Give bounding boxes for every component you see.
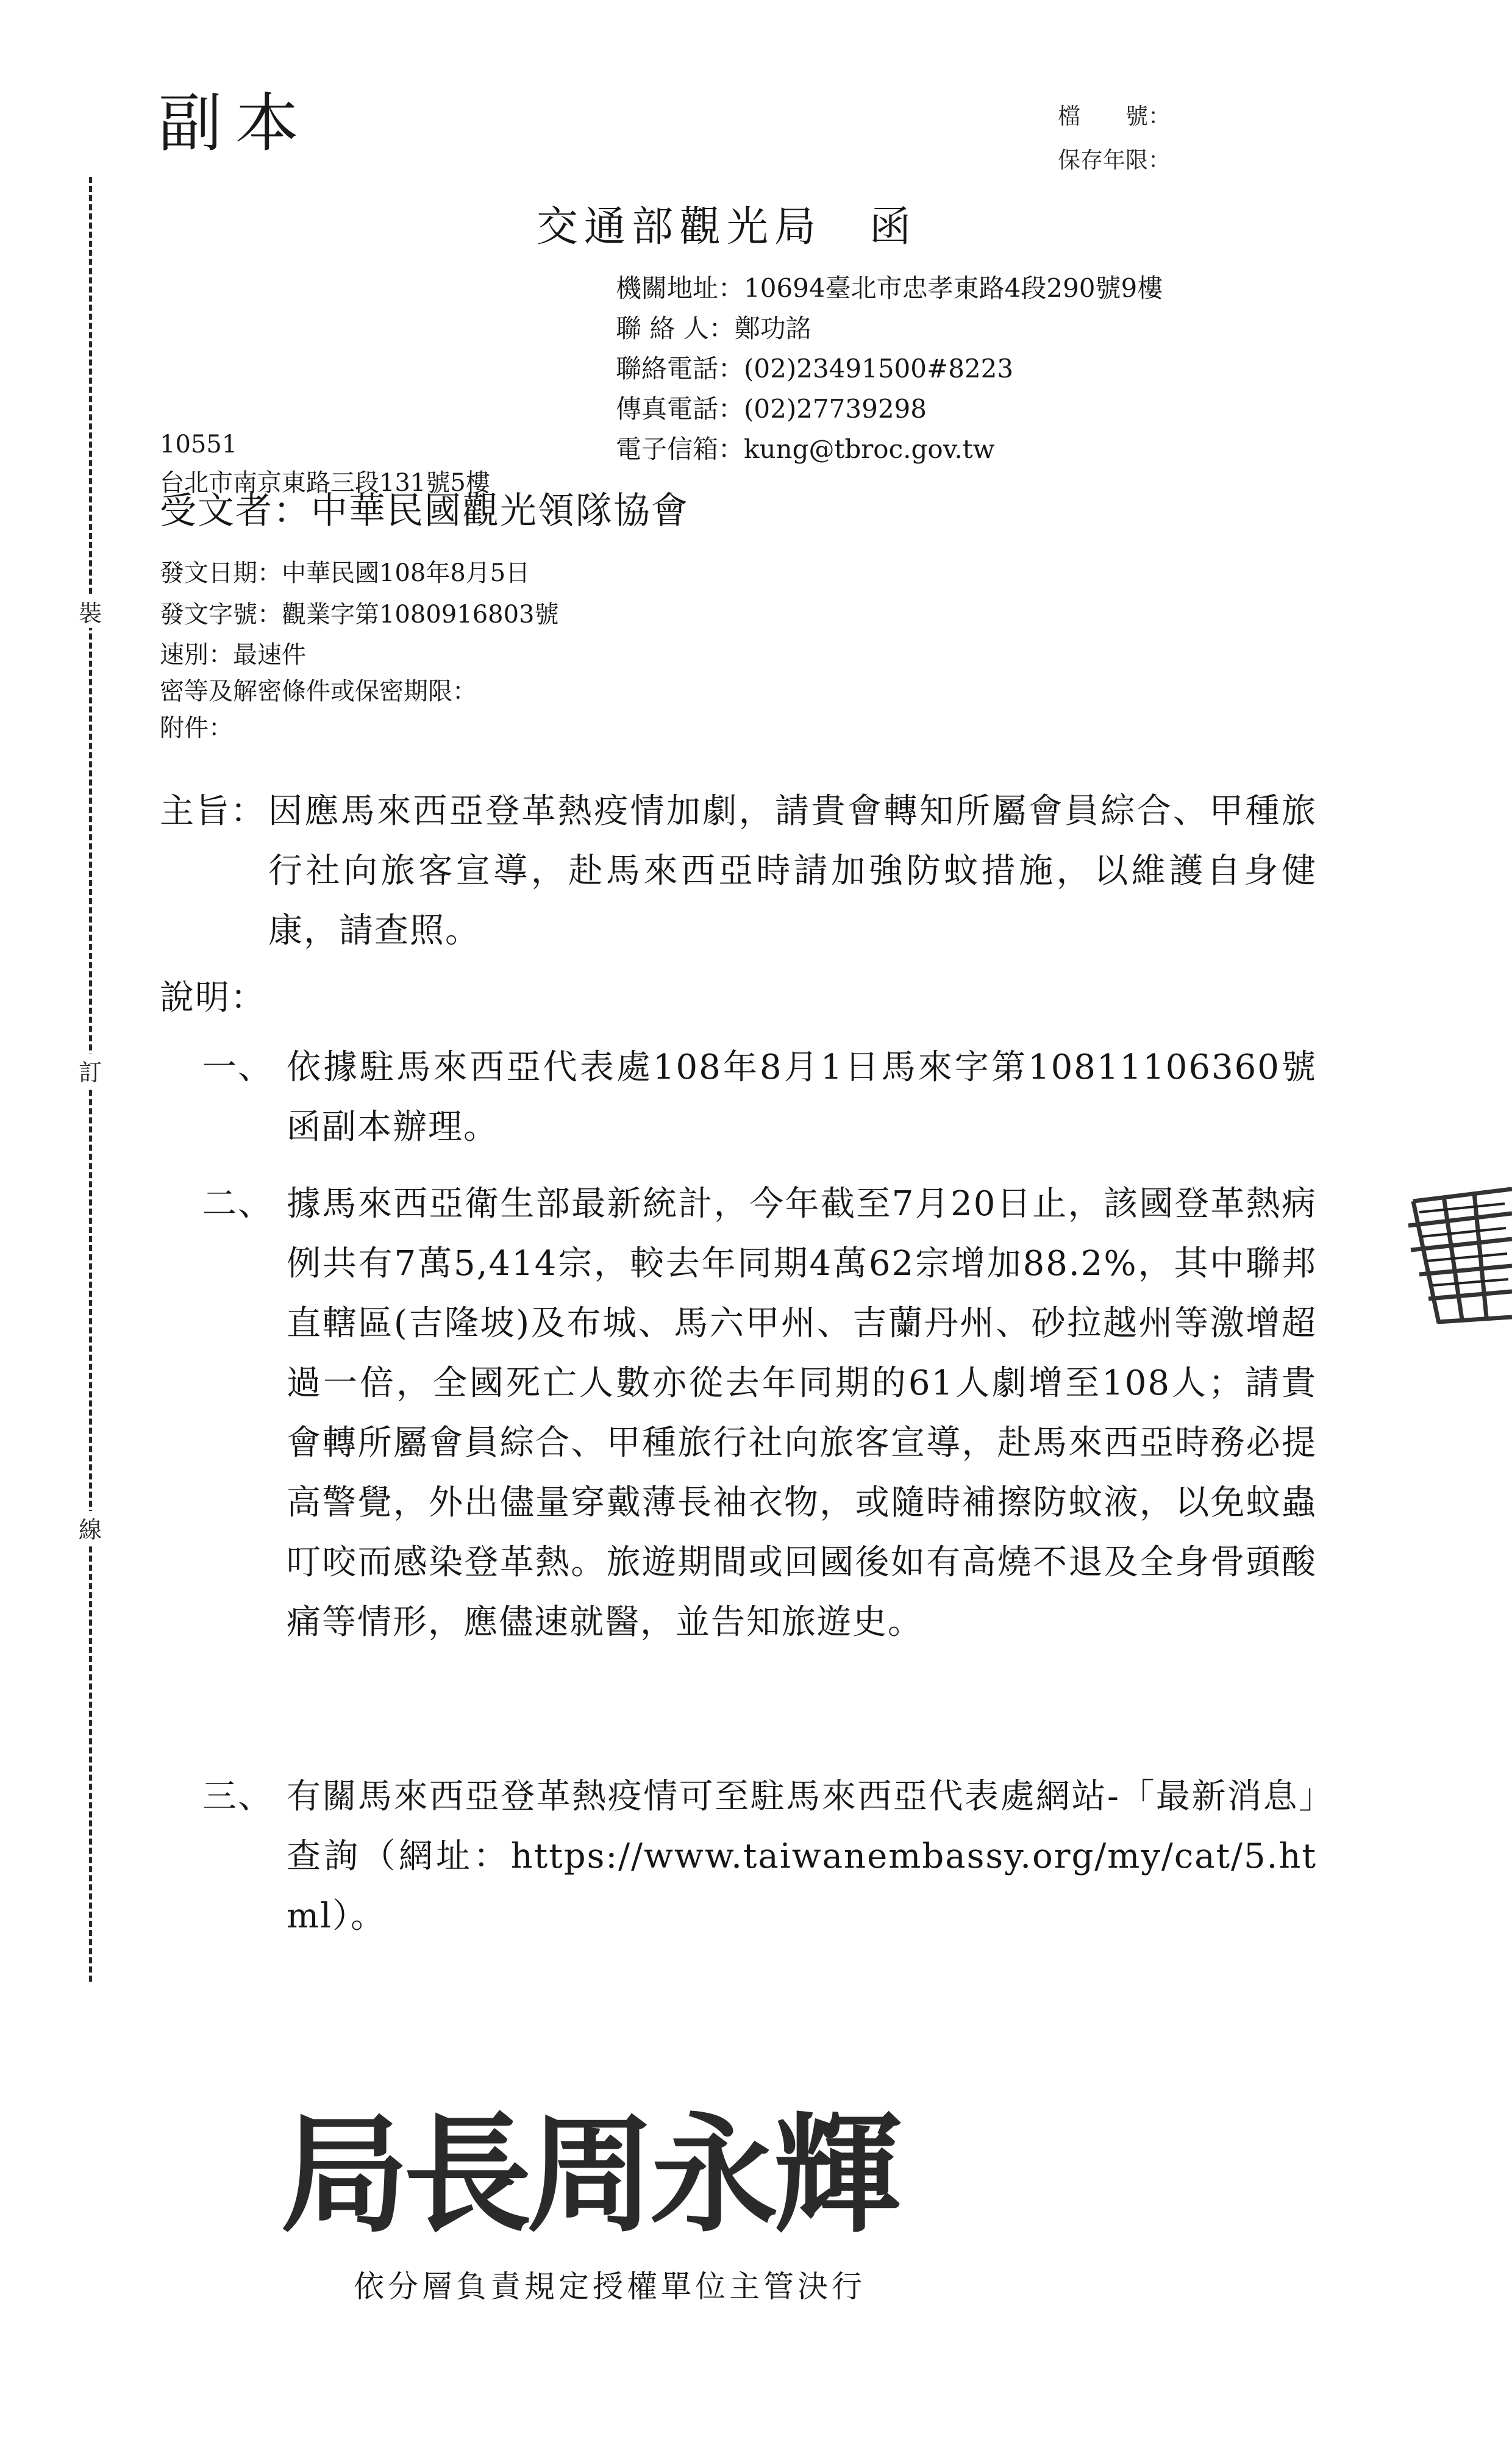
binding-mark-xian: 線 bbox=[74, 1511, 106, 1544]
subject-label: 主旨： bbox=[160, 791, 266, 831]
copy-mark: 副本 bbox=[159, 86, 313, 160]
subject-text: 因應馬來西亞登革熱疫情加劇，請貴會轉知所屬會員綜合、甲種旅行社向旅客宣導，赴馬來西亞時請加強防蚊措施，以維護自身健康，請查照。 bbox=[268, 791, 1317, 951]
item-text-1: 依據駐馬來西亞代表處108年8月1日馬來字第10811106360號函副本辦理。 bbox=[287, 1048, 1317, 1147]
contact-address-label: 機關地址： bbox=[616, 273, 744, 303]
file-number-label: 檔 號： bbox=[1058, 103, 1171, 129]
recipient-postcode: 10551 bbox=[160, 430, 238, 459]
item-number-1: 一、 bbox=[202, 1048, 273, 1087]
contact-email-value: kung@tbroc.gov.tw bbox=[744, 434, 995, 464]
contact-fax-value: (02)27739298 bbox=[744, 394, 927, 424]
contact-phone-value: (02)23491500#8223 bbox=[744, 354, 1014, 384]
binding-mark-zhuang: 裝 bbox=[74, 595, 106, 628]
contact-phone-label: 聯絡電話： bbox=[616, 354, 744, 384]
explanation-label: 說明： bbox=[160, 978, 266, 1018]
contact-fax-label: 傳真電話： bbox=[616, 394, 744, 424]
contact-email bbox=[616, 429, 995, 466]
contact-address bbox=[616, 268, 1163, 305]
item-number-2: 二、 bbox=[202, 1184, 273, 1224]
binding-mark-ding: 訂 bbox=[74, 1054, 106, 1087]
attachment: 附件： bbox=[160, 714, 233, 742]
document-number: 發文字號：觀業字第1080916803號 bbox=[160, 601, 559, 629]
item-text-2: 據馬來西亞衛生部最新統計，今年截至7月20日止，該國登革熱病例共有7萬5,414宗，較去年同期4萬62宗增加88.2%，其中聯邦直轄區(吉隆坡)及布城、馬六甲州、吉蘭丹州、砂拉越州等激增超過一倍，全國死亡人數亦從去年同期的61人劇增至108人；請貴會轉所屬會員綜合、甲種旅行社向旅客宣導，赴馬來西亞時務必提高警覺，外出儘量穿戴薄長袖衣物，或隨時補擦防蚊液，以免蚊蟲叮咬而感染登革熱。旅遊期間或回國後如有高燒不退及全身骨頭酸痛等情形，應儘速就醫，並告知旅遊史。 bbox=[287, 1184, 1317, 1642]
contact-email-label: 電子信箱： bbox=[616, 434, 744, 464]
contact-person bbox=[616, 309, 811, 345]
contact-person-label: 聯 絡 人： bbox=[616, 313, 735, 343]
secrecy-level: 密等及解密條件或保密期限： bbox=[160, 677, 477, 705]
seal-text: 局長周永輝 bbox=[280, 2099, 897, 2238]
seal-graphic bbox=[280, 2098, 915, 2238]
contact-phone bbox=[616, 349, 1013, 385]
stamp-graphic bbox=[1395, 1183, 1512, 1366]
contact-address-value: 10694臺北市忠孝東路4段290號9樓 bbox=[744, 273, 1163, 303]
director-signature-seal bbox=[280, 2098, 915, 2238]
recipient-address: 台北市南京東路三段131號5樓 bbox=[160, 469, 490, 497]
item-text-3: 有關馬來西亞登革熱疫情可至駐馬來西亞代表處網站-「最新消息」查詢（網址：https://www.taiwanembassy.org/my/cat/5.html）。 bbox=[287, 1777, 1317, 1936]
delivery-speed: 速別：最速件 bbox=[160, 641, 306, 669]
agency-title: 交通部觀光局 函 bbox=[537, 203, 918, 251]
contact-fax bbox=[616, 389, 927, 426]
item-number-3: 三、 bbox=[202, 1777, 273, 1816]
retention-period-label: 保存年限： bbox=[1058, 147, 1171, 173]
authorization-note: 依分層負責規定授權單位主管決行 bbox=[354, 2269, 866, 2304]
contact-person-value: 鄭功詺 bbox=[734, 313, 811, 343]
recipient: 受文者：中華民國觀光領隊協會 bbox=[160, 490, 689, 532]
issue-date: 發文日期：中華民國108年8月5日 bbox=[160, 559, 530, 587]
received-stamp bbox=[1395, 1183, 1512, 1366]
